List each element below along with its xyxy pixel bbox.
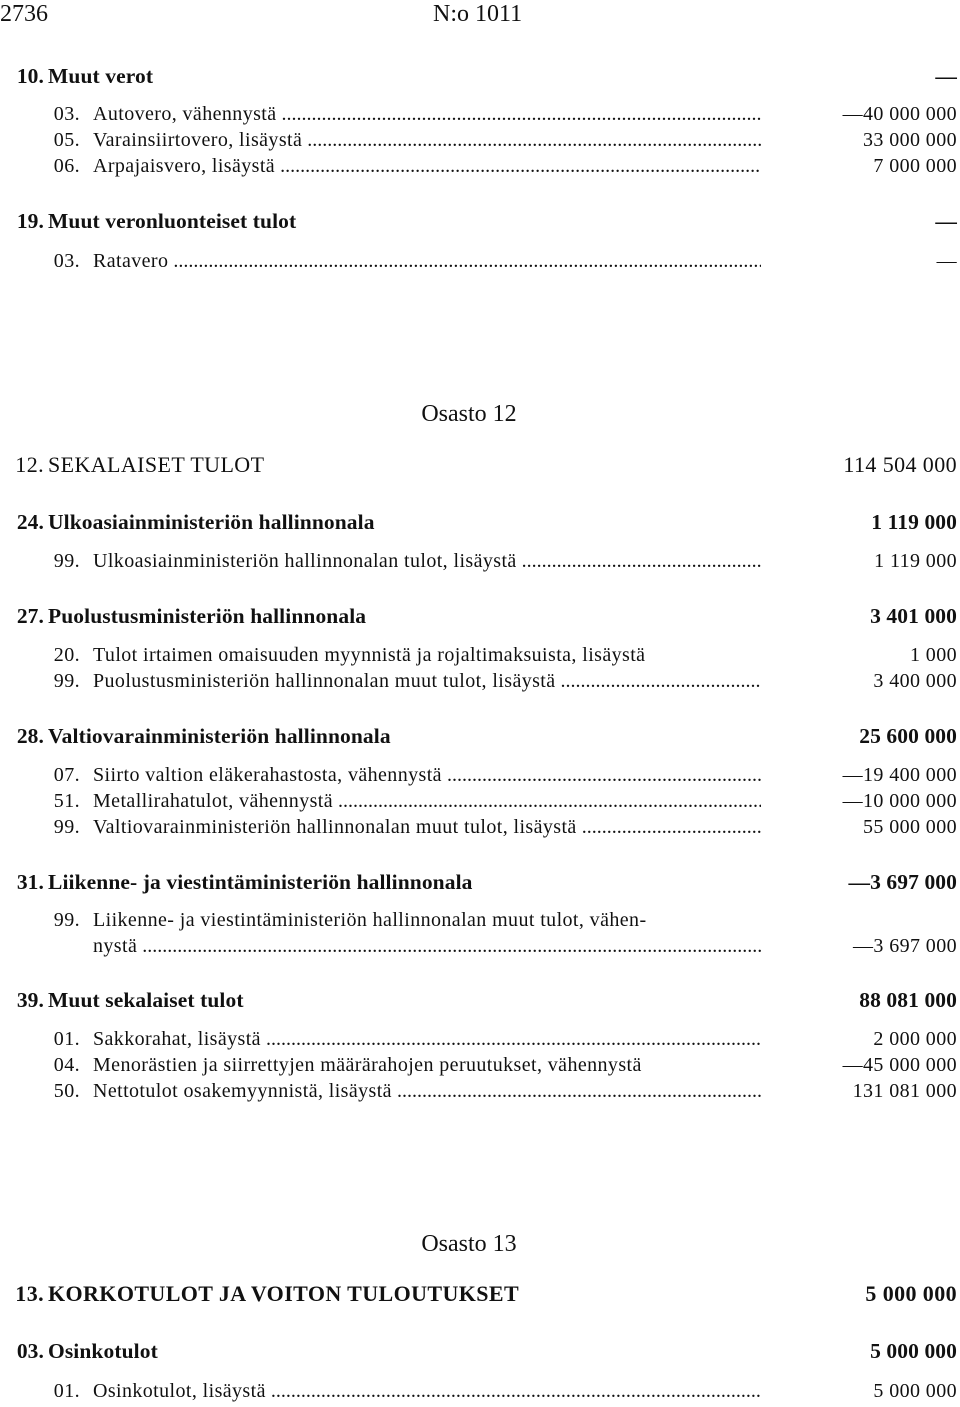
moment-amount: — — [935, 209, 957, 233]
moment-number: 10. — [16, 64, 44, 88]
moment-title: Ulkoasiainministeriön hallinnonala — [48, 510, 375, 534]
moment-title: Muut veronluonteiset tulot — [48, 209, 297, 233]
budget-item-row — [0, 788, 960, 814]
item-label: Puolustusministeriön hallinnonalan muut tulot, lisäystä — [93, 670, 556, 692]
item-number: 03. — [53, 103, 80, 125]
class-title: KORKOTULOT JA VOITON TULOUTUKSET — [48, 1281, 520, 1306]
moment-amount: 1 119 000 — [871, 510, 957, 534]
moment-amount: 88 081 000 — [859, 988, 957, 1012]
item-amount: —10 000 000 — [842, 790, 957, 812]
moment-number: 28. — [16, 724, 44, 748]
item-amount: 55 000 000 — [863, 816, 957, 838]
moment-amount: —3 697 000 — [848, 870, 957, 894]
item-label: Siirto valtion eläkerahastosta, vähennystä — [93, 764, 442, 786]
item-amount: 1 000 — [910, 644, 957, 666]
item-amount: 7 000 000 — [873, 155, 957, 177]
item-label: Sakkorahat, lisäystä — [93, 1028, 261, 1050]
section-title: Osasto 13 — [421, 1231, 517, 1257]
item-label: Arpajaisvero, lisäystä — [93, 155, 276, 177]
item-label: nystä — [93, 935, 138, 957]
moment-number: 31. — [16, 870, 44, 894]
budget-item-row — [0, 1052, 960, 1078]
item-amount: 131 081 000 — [852, 1080, 957, 1102]
item-label: Metallirahatulot, vähennystä — [93, 790, 334, 812]
item-label: Osinkotulot, lisäystä — [93, 1380, 266, 1402]
item-amount: 33 000 000 — [863, 129, 957, 151]
item-number: 51. — [53, 790, 80, 812]
item-label: Autovero, vähennystä — [93, 103, 277, 125]
budget-item-row — [0, 762, 960, 788]
moment-heading — [0, 509, 960, 535]
item-label: Valtiovarainministeriön hallinnonalan muut tulot, lisäystä — [93, 816, 577, 838]
moment-title: Puolustusministeriön hallinnonala — [48, 604, 367, 628]
moment-amount: 5 000 000 — [870, 1339, 957, 1363]
item-label: Ulkoasiainministeriön hallinnonalan tulot, lisäystä — [93, 550, 517, 572]
moment-number: 27. — [16, 604, 44, 628]
moment-number: 39. — [16, 988, 44, 1012]
item-label: Nettotulot osakemyynnistä, lisäystä — [93, 1080, 392, 1102]
moment-title: Liikenne- ja viestintäministeriön hallinnonala — [48, 870, 473, 894]
item-amount: 5 000 000 — [873, 1380, 957, 1402]
moment-amount: — — [935, 64, 957, 88]
moment-heading — [0, 723, 960, 749]
moment-title: Valtiovarainministeriön hallinnonala — [48, 724, 391, 748]
item-amount: 1 119 000 — [874, 550, 957, 572]
budget-item-row — [0, 127, 960, 153]
item-amount: —40 000 000 — [842, 103, 957, 125]
item-number: 20. — [53, 644, 80, 666]
moment-title: Osinkotulot — [48, 1339, 158, 1363]
item-number: 07. — [53, 764, 80, 786]
item-amount: —45 000 000 — [842, 1054, 957, 1076]
item-number: 05. — [53, 129, 80, 151]
main-class-heading — [0, 452, 960, 478]
item-amount: —19 400 000 — [842, 764, 957, 786]
item-number: 99. — [53, 550, 80, 572]
moment-number: 19. — [16, 209, 44, 233]
item-amount: 2 000 000 — [873, 1028, 957, 1050]
budget-item-row — [0, 1026, 960, 1052]
budget-item-row — [0, 907, 960, 933]
moment-heading — [0, 208, 960, 234]
class-number: 13. — [15, 1281, 44, 1306]
moment-heading — [0, 1338, 960, 1364]
item-label: Tulot irtaimen omaisuuden myynnistä ja rojaltimaksuista, lisäystä — [93, 644, 646, 666]
issue-number: N:o 1011 — [433, 1, 523, 27]
class-amount: 114 504 000 — [843, 452, 957, 477]
class-title: SEKALAISET TULOT — [48, 452, 265, 477]
budget-item-row — [0, 642, 960, 668]
page-number: 2736 — [0, 1, 48, 27]
main-class-heading — [0, 1281, 960, 1307]
item-number: 01. — [53, 1028, 80, 1050]
moment-heading — [0, 987, 960, 1013]
section-title: Osasto 12 — [421, 401, 517, 427]
moment-title: Muut verot — [48, 64, 154, 88]
moment-amount: 3 401 000 — [870, 604, 957, 628]
item-label: Ratavero — [93, 250, 169, 272]
item-number: 01. — [53, 1380, 80, 1402]
item-label: Liikenne- ja viestintäministeriön hallinnonalan muut tulot, vähen- — [93, 909, 647, 931]
item-number: 99. — [53, 909, 80, 931]
item-label: Varainsiirtovero, lisäystä — [93, 129, 303, 151]
moment-number: 24. — [16, 510, 44, 534]
item-amount: — — [936, 250, 957, 272]
moment-number: 03. — [16, 1339, 44, 1363]
class-amount: 5 000 000 — [865, 1281, 957, 1306]
budget-item-row — [0, 1078, 960, 1104]
moment-heading — [0, 63, 960, 89]
item-amount: —3 697 000 — [853, 935, 957, 957]
moment-heading — [0, 603, 960, 629]
item-number: 99. — [53, 816, 80, 838]
moment-heading — [0, 869, 960, 895]
item-number: 03. — [53, 250, 80, 272]
class-number: 12. — [15, 452, 44, 477]
budget-item-row — [0, 668, 960, 694]
item-number: 04. — [53, 1054, 80, 1076]
item-amount: 3 400 000 — [873, 670, 957, 692]
budget-item-row — [0, 248, 960, 274]
budget-item-row — [0, 548, 960, 574]
budget-item-row — [0, 814, 960, 840]
budget-item-row — [0, 1378, 960, 1404]
item-number: 06. — [53, 155, 80, 177]
moment-amount: 25 600 000 — [859, 724, 957, 748]
budget-item-row-continuation — [0, 933, 960, 959]
moment-title: Muut sekalaiset tulot — [48, 988, 244, 1012]
item-number: 99. — [53, 670, 80, 692]
item-label: Menorästien ja siirrettyjen määrärahojen peruutukset, vähennystä — [93, 1054, 642, 1076]
budget-item-row — [0, 153, 960, 179]
budget-item-row — [0, 101, 960, 127]
item-number: 50. — [53, 1080, 80, 1102]
